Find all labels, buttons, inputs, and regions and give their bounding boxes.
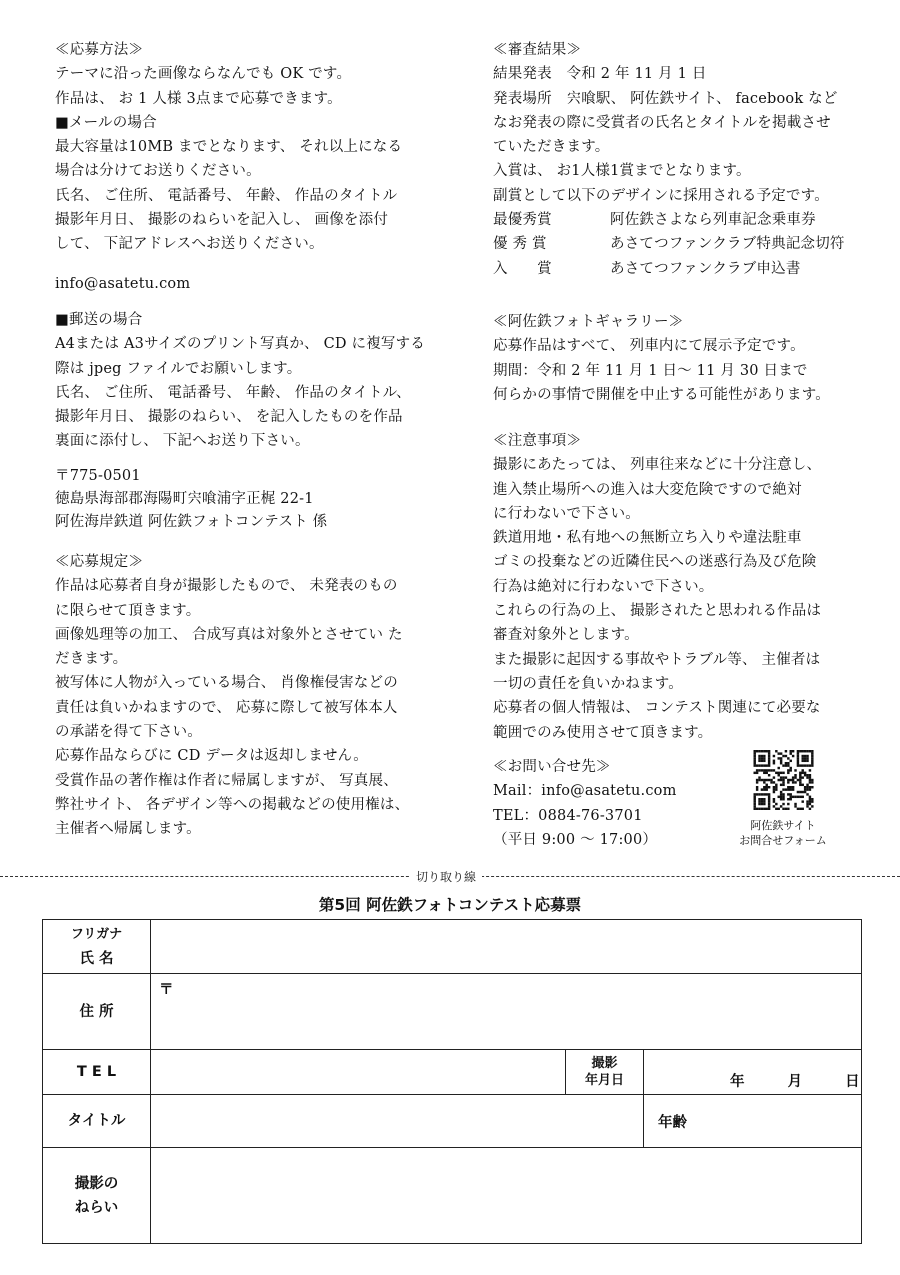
text-line: これらの行為の上、 撮影されたと思われる作品は	[493, 603, 822, 620]
entry-form	[42, 919, 862, 1244]
year-label: 年	[730, 1074, 745, 1090]
text-line: ≪応募規定≫	[55, 554, 144, 570]
aim-field[interactable]	[151, 1148, 862, 1244]
contact-section	[493, 755, 677, 852]
text-line: ■メールの場合	[55, 114, 157, 131]
prize-name: 最優秀賞	[493, 212, 552, 229]
text-line: 最大容量は10MB までとなります、 それ以上になる	[55, 139, 403, 156]
tel-label: T E L	[43, 1050, 151, 1095]
text-line: 氏名、 ご住所、 電話番号、 年齢、 作品のタイトル	[55, 187, 398, 204]
text-line: TEL：0884-76-3701	[493, 807, 643, 824]
text-line: 際は jpeg ファイルでお願いします。	[55, 360, 302, 377]
postal-section	[55, 308, 425, 454]
text-line: 発表場所 宍喰駅、 阿佐鉄サイト、 facebook など	[493, 90, 838, 107]
text-line: 応募作品ならびに CD データは返却しません。	[55, 748, 368, 765]
text-line: 画像処理等の加工、 合成写真は対象外とさせてい た	[55, 626, 403, 643]
text-line: 阿佐鉄サイト	[750, 819, 816, 832]
postal-mark: 〒	[159, 982, 174, 998]
text-line: 期間：令和 2 年 11 月 1 日～ 11 月 30 日まで	[493, 362, 808, 379]
text-line: 受賞作品の著作権は作者に帰属しますが、 写真展、	[55, 772, 398, 789]
prize-row	[493, 232, 845, 256]
text-line: 鉄道用地・私有地への無断立ち入りや違法駐車	[493, 530, 802, 547]
text-line: 場合は分けてお送りください。	[55, 163, 261, 180]
title-label: タイトル	[43, 1095, 151, 1148]
text-line: A4または A3サイズのプリント写真か、 CD に複写する	[55, 336, 425, 353]
text-line: 範囲でのみ使用させて頂きます。	[493, 724, 713, 741]
text-line: ゴミの投棄などの近隣住民への迷惑行為及び危険	[493, 554, 817, 571]
text-line: 被写体に人物が入っている場合、 肖像権侵害などの	[55, 675, 398, 692]
text-line: テーマに沿った画像ならなんでも OK です。	[55, 66, 352, 83]
prize-list	[493, 208, 845, 281]
notes-section	[493, 429, 821, 745]
text-line: 応募作品はすべて、 列車内にて展示予定です。	[493, 338, 805, 355]
text-line: 撮影年月日、 撮影のねらいを記入し、 画像を添付	[55, 212, 389, 229]
text-line: 入賞は、 お1人様1賞までとなります。	[493, 163, 751, 180]
prize-item: あさてつファンクラブ特典記念切符	[610, 236, 845, 253]
text-line: 阿佐海岸鉄道 阿佐鉄フォトコンテスト 係	[55, 514, 328, 530]
address-label: 住 所	[43, 974, 151, 1050]
text-line: なお発表の際に受賞者の氏名とタイトルを掲載させ	[493, 114, 831, 131]
application-method-section	[55, 38, 402, 257]
aim-label: 撮影の ねらい	[43, 1148, 151, 1244]
text-line: ≪阿佐鉄フォトギャラリー≫	[493, 314, 684, 330]
contact-email	[55, 272, 190, 296]
text-line: の承諾を得て下さい。	[55, 724, 202, 741]
text-line: ≪応募方法≫	[55, 42, 144, 58]
text-line: ていただきます。	[493, 139, 610, 156]
address-field[interactable]	[151, 974, 862, 1050]
shoot-date-field[interactable]	[644, 1050, 862, 1095]
text-line: 作品は、 お 1 人様 3点まで応募できます。	[55, 90, 342, 107]
name-field[interactable]	[151, 920, 862, 974]
prize-item: 阿佐鉄さよなら列車記念乗車券	[610, 212, 816, 229]
prize-row	[493, 208, 845, 232]
text-line: また撮影に起因する事故やトラブル等、 主催者は	[493, 651, 821, 668]
text-line: 一切の責任を負いかねます。	[493, 675, 683, 692]
text-line: 撮影にあたっては、 列車往来などに十分注意し、	[493, 457, 822, 474]
text-line: 応募者の個人情報は、 コンテスト関連にて必要な	[493, 700, 821, 717]
text-line: だきます。	[55, 651, 128, 668]
text-line: 副賞として以下のデザインに採用される予定です。	[493, 187, 829, 204]
postal-address	[55, 465, 327, 534]
text-line: 行為は絶対に行わないで下さい。	[493, 578, 714, 595]
prize-name: 入 賞	[493, 260, 552, 277]
prize-name: 優 秀 賞	[493, 236, 547, 253]
prize-item: あさてつファンクラブ申込書	[610, 260, 801, 277]
text-line: 何らかの事情で開催を中止する可能性があります。	[493, 386, 830, 403]
text-line: 弊社サイト、 各デザイン等への掲載などの使用権は、	[55, 796, 410, 813]
text-line: に限らせて頂きます。	[55, 602, 201, 619]
text-line: 責任は負いかねますので、 応募に際して被写体本人	[55, 699, 398, 716]
cut-line-label: 切り取り線	[410, 868, 482, 885]
qr-caption	[716, 818, 850, 848]
age-field[interactable]	[644, 1095, 862, 1148]
text-line: ■郵送の場合	[55, 312, 143, 328]
text-line: 徳島県海部郡海陽町宍喰浦字正梶 22-1	[55, 491, 314, 507]
qr-code-icon[interactable]	[752, 750, 815, 810]
text-line: ≪お問い合せ先≫	[493, 759, 611, 775]
results-section	[493, 38, 845, 281]
text-line: 作品は応募者自身が撮影したもので、 未発表のもの	[55, 578, 398, 595]
prize-row	[493, 257, 845, 281]
rules-section	[55, 550, 409, 842]
text-line: ≪注意事項≫	[493, 433, 582, 449]
age-label: 年齢	[658, 1114, 687, 1131]
text-line: 氏名、 ご住所、 電話番号、 年齢、 作品のタイトル、	[55, 384, 411, 401]
text-line: info@asatetu.com	[55, 276, 191, 292]
shoot-date-label: 撮影 年月日	[566, 1050, 644, 1095]
text-line: 裏面に添付し、 下記へお送り下さい。	[55, 433, 310, 450]
tel-field[interactable]	[151, 1050, 566, 1095]
text-line: Mail：info@asatetu.com	[493, 783, 677, 800]
title-field[interactable]	[151, 1095, 644, 1148]
text-line: ≪審査結果≫	[493, 42, 582, 58]
form-title: 第5回 阿佐鉄フォトコンテスト応募票	[318, 896, 582, 914]
text-line: お問合せフォーム	[739, 834, 827, 847]
name-label: フリガナ 氏 名	[43, 920, 151, 974]
gallery-section	[493, 310, 830, 407]
text-line: （平日 9:00 ～ 17:00）	[493, 831, 658, 848]
text-line: して、 下記アドレスへお送りください。	[55, 236, 324, 253]
text-line: 進入禁止場所への進入は大変危険ですので絶対	[493, 481, 802, 498]
text-line: 〒775-0501	[55, 468, 141, 484]
day-label: 日	[845, 1074, 860, 1090]
text-line: に行わないで下さい。	[493, 505, 640, 522]
text-line: 結果発表 令和 2 年 11 月 1 日	[493, 66, 707, 83]
month-label: 月	[787, 1074, 803, 1090]
text-line: 主催者へ帰属します。	[55, 821, 201, 838]
text-line: 撮影年月日、 撮影のねらい、 を記入したものを作品	[55, 409, 403, 426]
text-line: 審査対象外とします。	[493, 627, 639, 644]
